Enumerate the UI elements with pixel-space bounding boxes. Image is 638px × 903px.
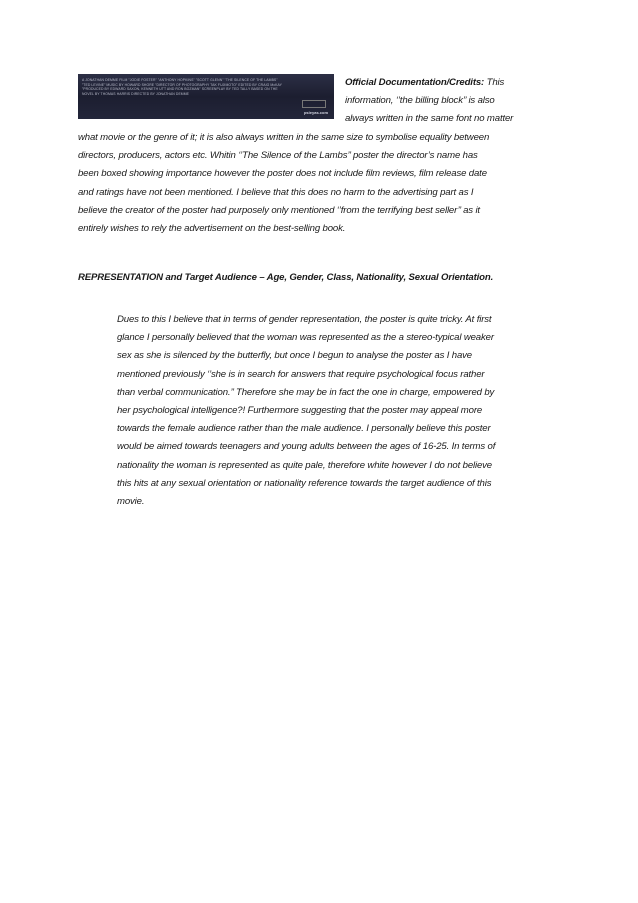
billing-credits-text: A JONATHAN DEMME FILM "JODIE FOSTER" "ANTHONY HOPKINS" "SCOTT GLENN" "THE SILENCE OF THE LAMBS" "TED LEVINE" MUSIC BY HOWARD SHORE "DIRECTOR OF PHOTOGRAPHY TAK FUJIMOTO" EDITED BY CRAIG McKAY "PRODUCED BY EDWARD SAXON, KENNETH UTT AND RON BOZMAN" SCREENPLAY BY TED TALLY BASED ON THE NOVEL BY THOMAS HARRIS DIRECTED BY JONATHAN DEMME [82,78,282,96]
rep-line-1: glance I personally believed that the woman was represented as the a stereo-typical weaker [117,332,494,344]
billing-block-image [78,74,334,119]
credits-line-2: always written in the same font no matter [345,113,514,125]
credits-paragraph-body [78,129,568,238]
credits-paragraph-top [345,74,545,129]
rep-line-9: this hits at any sexual orientation or nationality reference towards the target audience of this [117,477,492,489]
credits-body-line-2: been boxed showing importance however the poster does not include film reviews, film release date [78,168,487,180]
rep-line-0: Dues to this I believe that in terms of gender representation, the poster is quite tricky. At first [117,314,492,325]
rep-line-10: movie. [117,496,145,508]
rep-line-4: than verbal communication.’’ Therefore she may be in fact the one in charge, empowered by [117,386,495,398]
credits-body-line-3: and ratings have not been mentioned. I believe that this does no harm to the advertising part as I [78,186,474,198]
credits-body-line-5: entirely wishes to rely the advertisement on the best-selling book. [78,223,346,235]
representation-paragraph [117,311,567,511]
credits-body-line-1: directors, producers, actors etc. Whitin ‘’The Silence of the Lambs’’ poster the director’s name has [78,150,478,162]
rep-line-3: mentioned previously ‘’she is in search for answers that require psychological focus rather [117,368,485,380]
rep-line-5: her psychological intelligence?! Furthermore suggesting that the poster may appeal more [117,405,483,417]
credits-line-0 [345,74,545,92]
rep-line-7: would be aimed towards teenagers and young adults between the ages of 16-25. In terms of [117,441,496,453]
rep-line-8: nationality the woman is represented as quite pale, therefore white however I do not believe [117,459,492,471]
credits-lead: Official Documentation/Credits: [345,77,485,88]
rep-line-2: sex as she is silenced by the butterfly, but once I begun to analyse the poster as I have [117,350,472,362]
section-heading-representation: REPRESENTATION and Target Audience – Age, Gender, Class, Nationality, Sexual Orientation. [78,272,494,283]
credits-body-line-0: what movie or the genre of it; it is also always written in the same size to symbolise equality between [78,132,490,143]
credits-lead-rest: This [484,77,505,88]
image-site-label: psleyas.com [303,110,328,115]
rep-line-6: towards the female audience rather than the male audience. I personally believe this poster [117,423,491,435]
credits-line-1: information, ‘’the billing block’’ is also [345,95,495,107]
director-box [302,100,326,108]
credits-body-line-4: believe the creator of the poster had purposely only mentioned ‘’from the terrifying best seller’’ as it [78,204,480,216]
